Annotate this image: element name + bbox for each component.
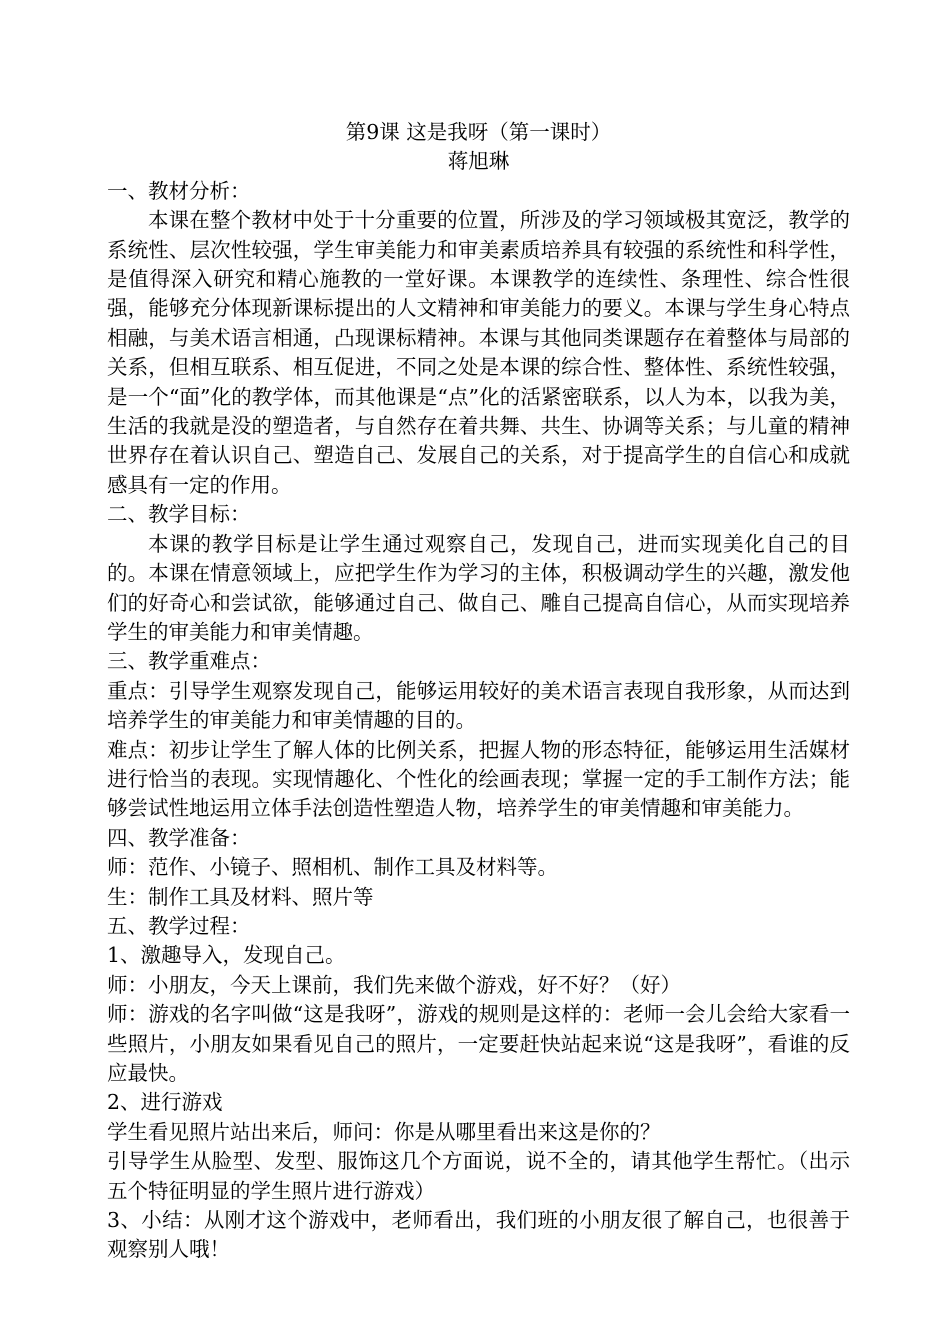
teacher-line-1: 师：小朋友，今天上课前，我们先来做个游戏，好不好？（好） <box>107 972 681 997</box>
section-heading-process: 五、教学过程： <box>107 913 251 938</box>
analysis-paragraph: 本课在整个教材中处于十分重要的位置，所涉及的学习领域极其宽泛，教学的系统性、层次性较强，学生审美能力和审美素质培养具有较强的系统性和科学性，是值得深入研究和精心施教的一堂好课。本课教学的连续性、条理性、综合性很强，能够充分体现新课标提出的人文精神和审美能力的要义。本课与学生身心特点相融，与美术语言相通，凸现课标精神。本课与其他同类课题存在着整体与局部的关系，但相互联系、相互促进，不同之处是本课的综合性、整体性、系统性较强，是一个“面”化的教学体，而其他课是“点”化的活紧密联系，以人为本，以我为美，生活的我就是没的塑造者，与自然存在着共舞、共生、协调等关系；与儿童的精神世界存在着认识自己、塑造自己、发展自己的关系，对于提高学生的自信心和成就感具有一定的作用。 <box>107 208 850 497</box>
student-preparation: 生：制作工具及材料、照片等 <box>107 884 374 909</box>
teacher-preparation: 师：范作、小镜子、照相机、制作工具及材料等。 <box>107 855 558 880</box>
section-heading-preparation: 四、教学准备： <box>107 825 251 850</box>
process-step-1: 1、激趣导入，发现自己。 <box>107 943 346 968</box>
key-point-paragraph: 重点：引导学生观察发现自己，能够运用较好的美术语言表现自我形象，从而达到培养学生的审美能力和审美情趣的目的。 <box>107 678 850 733</box>
process-step-2: 2、进行游戏 <box>107 1090 223 1115</box>
document-title: 第9课 这是我呀（第一课时） <box>345 120 612 144</box>
game-line-2: 引导学生从脸型、发型、服饰这几个方面说，说不全的，请其他学生帮忙。（出示五个特征明显的学生照片进行游戏） <box>107 1149 850 1203</box>
section-heading-analysis: 一、教材分析： <box>107 178 251 203</box>
section-heading-objectives: 二、教学目标： <box>107 502 251 527</box>
author-name: 蒋旭琳 <box>447 149 510 174</box>
difficulty-paragraph: 难点：初步让学生了解人体的比例关系，把握人物的形态特征，能够运用生活媒材进行恰当的表现。实现情趣化、个性化的绘画表现；掌握一定的手工制作方法；能够尝试性地运用立体手法创造性塑造人物，培养学生的审美情趣和审美能力。 <box>107 737 850 821</box>
teacher-line-2: 师：游戏的名字叫做“这是我呀”，游戏的规则是这样的：老师一会儿会给大家看一些照片，小朋友如果看见自己的照片，一定要赶快站起来说“这是我呀”，看谁的反应最快。 <box>107 1002 850 1085</box>
section-heading-key-points: 三、教学重难点： <box>107 649 271 674</box>
game-line-1: 学生看见照片站出来后，师问：你是从哪里看出来这是你的？ <box>107 1119 661 1144</box>
process-step-3: 3、小结：从刚才这个游戏中，老师看出，我们班的小朋友很了解自己，也很善于观察别人哦！ <box>107 1208 850 1262</box>
objectives-paragraph: 本课的教学目标是让学生通过观察自己，发现自己，进而实现美化自己的目的。本课在情意领域上，应把学生作为学习的主体，积极调动学生的兴趣，激发他们的好奇心和尝试欲，能够通过自己、做自己、雕自己提高自信心，从而实现培养学生的审美能力和审美情趣。 <box>107 531 850 644</box>
